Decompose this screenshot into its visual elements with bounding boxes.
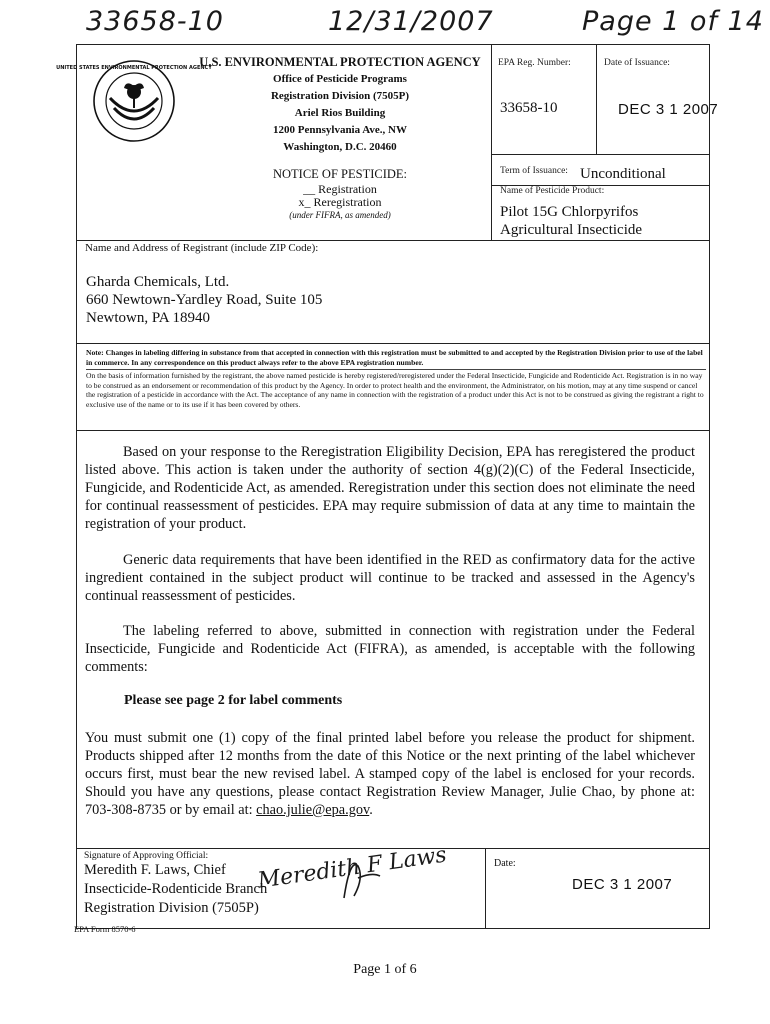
labeling-text: The labeling referred to above, submitted in connection with registration under the Federal Insecticide, Fungicide and Rodenticide Act (FIFRA), as amended, is acceptable with the following comments: [85, 623, 695, 675]
registrant-label: Name and Address of Registrant (include ZIP Code): [85, 242, 319, 254]
contact-email-link[interactable]: chao.julie@epa.gov [256, 802, 370, 818]
agency-name: U.S. ENVIRONMENTAL PROTECTION AGENCY [199, 55, 481, 69]
city-address: Washington, D.C. 20460 [283, 141, 397, 153]
agency-header [190, 54, 490, 156]
registrant-city: Newtown, PA 18940 [86, 310, 211, 326]
seal-arc-text: UNITED STATES ENVIRONMENTAL PROTECTION AGENCY [56, 65, 212, 71]
notice-title: NOTICE OF PESTICIDE: [272, 167, 408, 181]
fine-print-note: Note: Changes in labeling differing in substance from that accepted in connection with this registration must be submitted to and accepted by the Registration Division prior to use of the label in commerce. In any correspondence on this product always refer to the above EPA registration number. [86, 348, 703, 367]
epa-seal-logo [56, 58, 212, 144]
registrant-street: 660 Newtown-Yardley Road, Suite 105 [86, 292, 323, 308]
signer-branch: Insecticide-Rodenticide Branch [84, 881, 268, 897]
reg-number-value: 33658-10 [500, 100, 558, 116]
handwritten-reg-number: 33658-10 [86, 6, 224, 37]
handwritten-date: 12/31/2007 [328, 6, 494, 37]
form-id: EPA Form 8570-6 [74, 924, 136, 934]
body-paragraph-4 [85, 729, 695, 819]
generic-data-text: Generic data requirements that have been identified in the RED as confirmatory data for the active ingredient contained in the subject product will continue to be tracked and assessed in the Agency's continual reassessment of pesticides. [85, 552, 695, 604]
building-name: Ariel Rios Building [294, 107, 386, 119]
submission-end: . [369, 802, 373, 818]
product-name-line2: Agricultural Insecticide [500, 222, 643, 238]
reg-number-label: EPA Reg. Number: [498, 58, 571, 68]
body-paragraph-2 [85, 551, 695, 605]
signature-date-label: Date: [494, 858, 516, 869]
notice-law: (under FIFRA, as amended) [289, 210, 391, 220]
product-name-line1: Pilot 15G Chlorpyrifos [500, 204, 639, 220]
issuance-date-label: Date of Issuance: [604, 58, 670, 68]
body-paragraph-1 [85, 443, 695, 533]
submission-text [85, 729, 695, 819]
issuance-date-value: DEC 3 1 2007 [618, 101, 719, 118]
division-name: Registration Division (7505P) [270, 90, 410, 102]
term-value: Unconditional [580, 166, 666, 182]
signer-name: Meredith F. Laws, Chief [84, 862, 226, 878]
office-name: Office of Pesticide Programs [273, 73, 407, 85]
fine-print-basis: On the basis of information furnished by the registrant, the above named pesticide is hereby registered/reregistered under the Federal Insecticide, Fungicide and Rodenticide Act. Registration is in no way to be construed as an endorsement or recommendation of this product by the Agency. In order to protect health and the environment, the Administrator, on his motion, may at any time suspend or cancel the registration of a pesticide in accordance with the Act. The acceptance of any name in connection with the registration of a product under this Act is not to be construed as giving the registrant a right to exclusive use of the name or to its use if it has been covered by others. [86, 371, 704, 409]
fine-print-divider [86, 369, 706, 370]
reg-box-bottom [491, 154, 710, 155]
label-comments-note: Please see page 2 for label comments [124, 693, 343, 708]
term-label: Term of Issuance: [500, 166, 568, 176]
registrant-name: Gharda Chemicals, Ltd. [86, 274, 230, 290]
signature-date-value: DEC 3 1 2007 [572, 876, 673, 893]
signature-divider [485, 848, 486, 929]
registrant-bottom [76, 343, 710, 344]
product-label: Name of Pesticide Product: [500, 186, 605, 196]
signature-label: Signature of Approving Official: [84, 851, 209, 861]
fine-print-bottom [76, 430, 710, 431]
signature-scrawl: Meredith F Laws [256, 842, 449, 894]
street-address: 1200 Pennsylvania Ave., NW [273, 124, 407, 136]
page-footer: Page 1 of 6 [353, 962, 417, 977]
submission-body: You must submit one (1) copy of the final printed label before you release the product for shipment. Products shipped after 12 months from the date of this Notice or the next printing of the label whichever occurs first, must bear the new revised label. A stamped copy of the label is enclosed for your records. Should you have any questions, please contact Registration Review Manager, Julie Chao, by phone at: 703-308-8735 or by email at: [85, 730, 695, 818]
header-bottom [76, 240, 710, 241]
handwritten-page-note: Page 1 of 14 [582, 6, 764, 37]
notice-option-reregistration: x_ Reregistration [298, 195, 382, 209]
notice-block [190, 168, 490, 222]
signer-division: Registration Division (7505P) [84, 900, 259, 916]
handwritten-signature [254, 842, 449, 904]
notice-option-registration: __ Registration [303, 182, 377, 196]
body-paragraph-3 [85, 622, 695, 676]
header-divider-1 [491, 44, 492, 240]
header-divider-2 [596, 44, 597, 154]
reregistration-text: Based on your response to the Reregistration Eligibility Decision, EPA has reregistered the product listed above. This action is taken under the authority of section 4(g)(2)(C) of the Federal Insecticide, Fungicide, and Rodenticide Act, as amended. Reregistration under this section does not eliminate the need for continual reassessment of pesticides. EPA may require submission of data at any time to maintain the registration of your product. [85, 444, 695, 532]
